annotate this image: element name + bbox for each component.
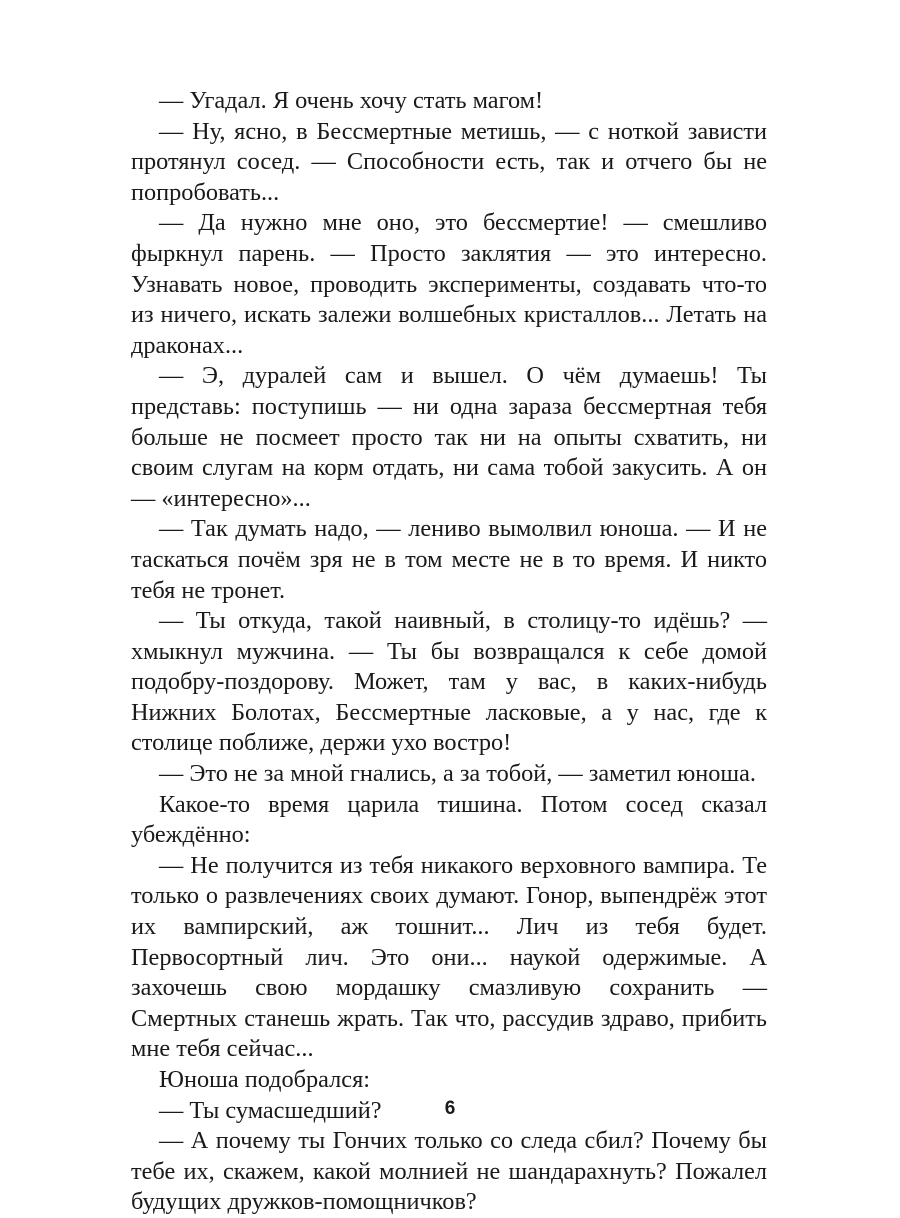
paragraph: Какое-то время царила тишина. Потом сосед сказал убеждённо: bbox=[131, 790, 767, 849]
paragraph: — Да нужно мне оно, это бессмертие! — смешливо фыркнул парень. — Просто заклятия — это интересно. Узнавать новое, проводить эксперименты, создавать что-то из ничего, искать залежи волшебных кристаллов... Летать на драконах... bbox=[131, 209, 767, 359]
paragraph: — А почему ты Гончих только со следа сбил? Почему бы тебе их, скажем, какой молнией не шандарахнуть? Пожалел будущих дружков-помощничков? bbox=[131, 1127, 767, 1216]
page-number: 6 bbox=[444, 1098, 456, 1119]
paragraph: — Э, дуралей сам и вышел. О чём думаешь! Ты представь: поступишь — ни одна зараза бессмертная тебя больше не посмеет просто так ни на опыты схватить, ни своим слугам на корм отдать, ни сама тобой закусить. А он — «интересно»... bbox=[131, 362, 767, 512]
paragraph: — Не получится из тебя никакого верховного вампира. Те только о развлечениях своих думают. Гонор, выпендрёж этот их вампирский, аж тошнит... Лич из тебя будет. Первосортный лич. Это они... наукой одержимые. А захочешь свою мордашку смазливую сохранить — Смертных станешь жрать. Так что, рассудив здраво, прибить мне тебя сейчас... bbox=[131, 851, 767, 1063]
paragraph: — Ты откуда, такой наивный, в столицу-то идёшь? — хмыкнул мужчина. — Ты бы возвращался к себе домой подобру-поздорову. Может, там у вас, в каких-нибудь Нижних Болотах, Бессмертные ласковые, а у нас, где к столице поближе, держи ухо востро! bbox=[131, 607, 767, 757]
paragraph: — Так думать надо, — лениво вымолвил юноша. — И не таскаться почём зря не в том месте не в то время. И никто тебя не тронет. bbox=[131, 515, 767, 604]
paragraph: — Это не за мной гнались, а за тобой, — заметил юноша. bbox=[159, 760, 756, 788]
paragraph: — Ну, ясно, в Бессмертные метишь, — с ноткой зависти протянул сосед. — Способности есть, так и отчего бы не попробовать... bbox=[131, 117, 767, 206]
paragraph: — Ты сумасшедший? bbox=[159, 1096, 382, 1124]
paragraph: — Угадал. Я очень хочу стать магом! bbox=[159, 87, 544, 114]
body-text bbox=[131, 86, 767, 1218]
paragraph: Юноша подобрался: bbox=[159, 1066, 370, 1093]
